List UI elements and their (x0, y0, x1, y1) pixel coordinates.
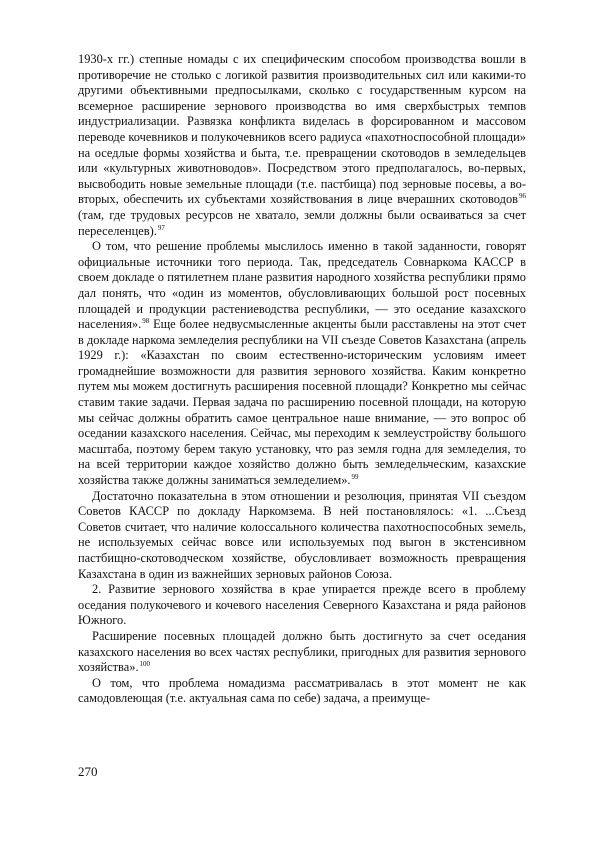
paragraph-5 (78, 629, 526, 676)
paragraph-text: О том, что проблема номадизма рассматривалась в этот момент не как самодовлеющая (т.е. актуальная сама по себе) задача, а преимуще- (78, 675, 526, 706)
paragraph-text: 1930-х гг.) степные номады с их специфическим способом производства вошли в противоречие не столько с логикой развития производительных сил или какими-то другими объективными предпосылками, сколько с государственным курсом на всемерное расширение зернового производства во имя сверхбыстрых темпов индустриализации. Развязка конфликта виделась в форсированном и массовом переводе кочевников и полукочевников всего радиуса «пахотноспособной площади» на оседлые формы хозяйства и быта, т.е. превращении скотоводов в земледельцев или «культурных животноводов». Посредством этого предполагалось, во-первых, высвободить новые земельные площади (т.е. пастбища) под зерновые посевы, а во-вторых, обеспечить их субъектами хозяйствования в лице вчерашних скотоводов (78, 52, 526, 207)
paragraph-4 (78, 582, 526, 629)
page-number: 270 (78, 764, 98, 779)
paragraph-text: О том, что решение проблемы мыслилось именно в такой заданности, говорят официальные источники того периода. Так, председатель Совнаркома КАССР в своем докладе о пятилетнем плане развития народного хозяйства республики прямо дал понять, что «один из моментов, обусловливающих большой рост посевных площадей и продукции растениеводства республики, — это оседание казахского населения». (78, 239, 526, 332)
paragraph-text: Расширение посевных площадей должно быть достигнуто за счет оседания казахского населения во всех частях республики, пригодных для развития зернового хозяйства». (78, 628, 526, 675)
paragraph-text: (там, где трудовых ресурсов не хватало, земли должны были осваиваться за счет переселенцев). (78, 207, 526, 238)
paragraph-1 (78, 52, 526, 239)
footnote-ref[interactable]: 99 (351, 473, 359, 482)
paragraph-6 (78, 676, 526, 707)
paragraph-text: Еще более недвусмысленные акценты были расставлены на этот счет в докладе наркома земледелия республики на VII съезде Советов Казахстана (апрель 1929 г.): «Казахстан по своим естественно-историческим условиям имеет громаднейшие возможности для развития зернового хозяйства. Каким конкретно путем мы можем достигнуть расширения посевной площади? Конкретно мы сейчас ставим такие задачи. Первая задача по расширению посевной площади, на которую мы сейчас должны обратить самое центральное наше внимание, — это вопрос об оседании казахского населения. Сейчас, мы переходим к землеустройству большого масштаба, поэтому берем такую установку, что раз земля годна для земледелия, то на всей территории каждое хозяйство должно быть земледельческим, казахские хозяйства также должны заниматься земледелием». (78, 317, 527, 488)
paragraph-3 (78, 489, 526, 583)
paragraph-text: Достаточно показательна в этом отношении и резолюция, принятая VII съездом Советов КАССР по докладу Наркомзема. В ней постановлялось: «1. ...Съезд Советов считает, что наличие колоссального количества пахотноспособных земель, не используемых сейчас вовсе или используемых под выгон в экстенсивном пастбищно-скотоводческом хозяйстве, обусловливает возможность превращения Казахстана в один из важнейших зерновых районов Союза. (78, 488, 526, 581)
paragraph-2 (78, 239, 526, 489)
paragraph-text: 2. Развитие зернового хозяйства в крае упирается прежде всего в проблему оседания полукочевого и кочевого населения Северного Казахстана и ряда районов Южного. (78, 582, 526, 628)
body-text (78, 52, 526, 707)
footnote-ref[interactable]: 96 (519, 192, 526, 201)
footnote-ref[interactable]: 97 (157, 223, 165, 232)
footnote-ref[interactable]: 100 (139, 660, 151, 669)
footnote-ref[interactable]: 98 (142, 317, 150, 326)
